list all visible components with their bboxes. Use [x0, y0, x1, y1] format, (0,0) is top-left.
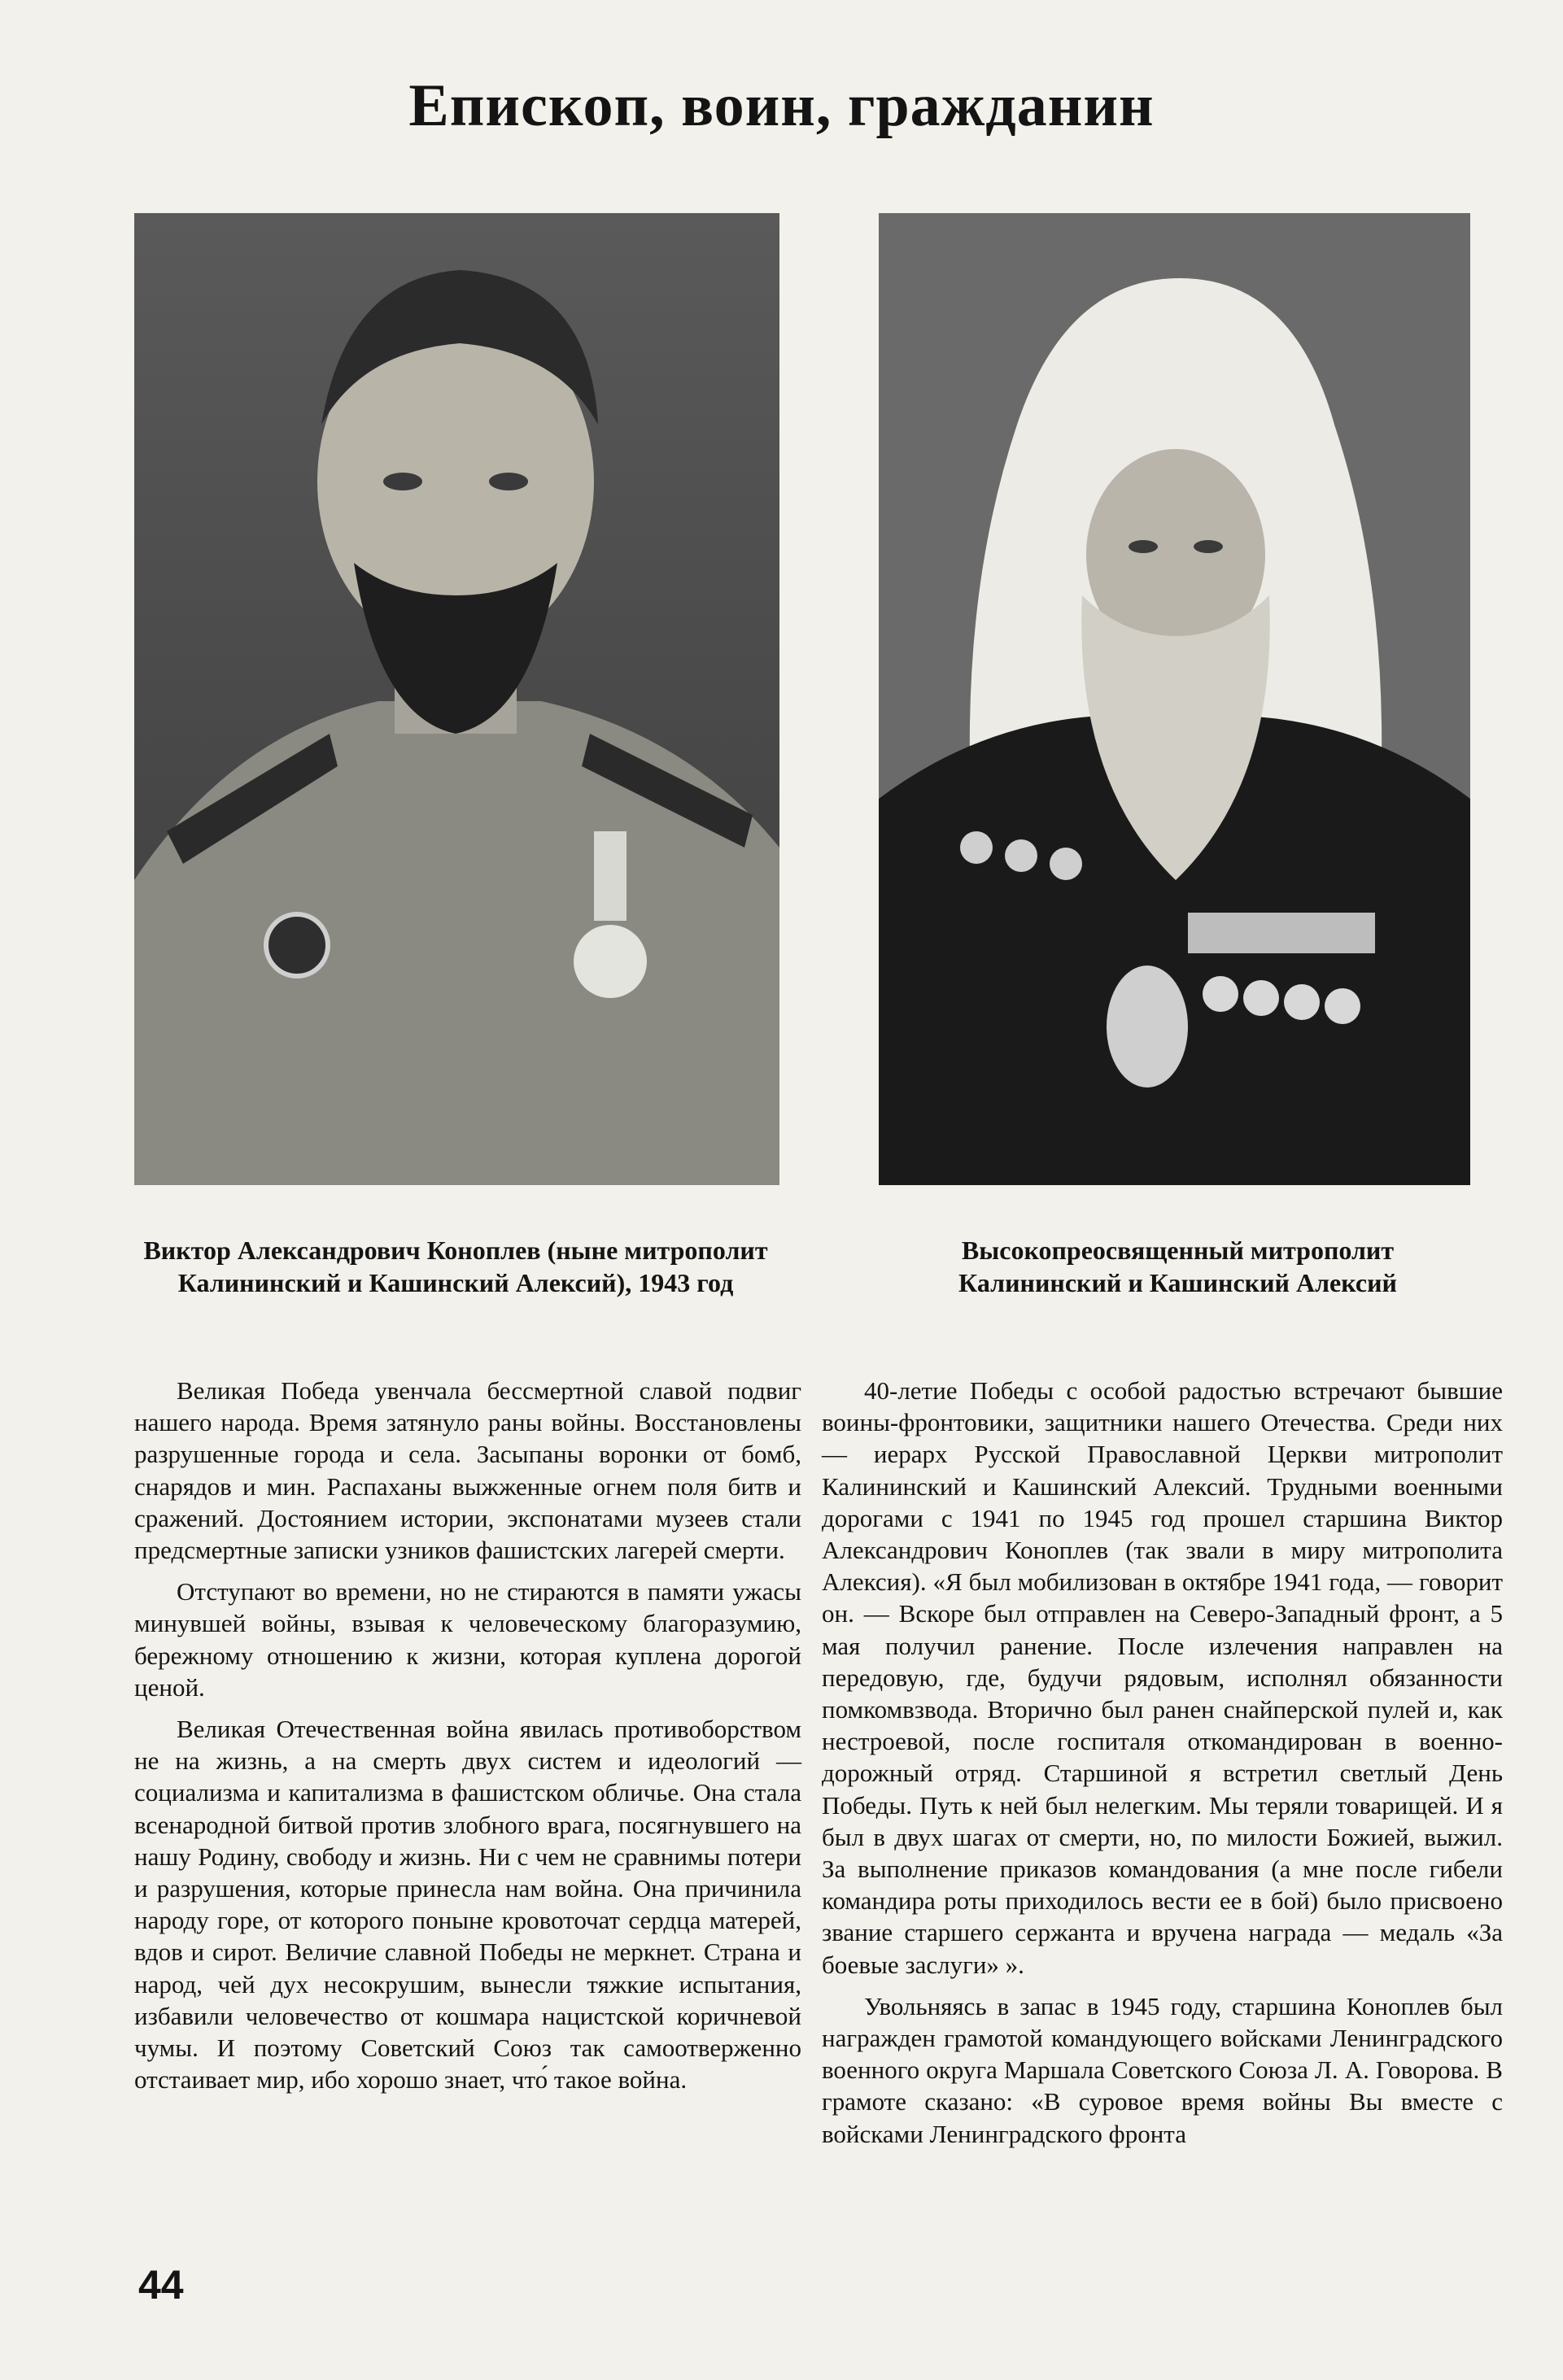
- paragraph: Увольняясь в запас в 1945 году, старшина Коноплев был награжден грамотой командующего войсками Ленинградского военного округа Маршала Советского Союза Л. А. Говорова. В грамоте сказано: «В суровое время войны Вы вместе с войсками Ленинградского фронта: [822, 1991, 1503, 2148]
- portrait-metropolitan-icon: [879, 213, 1470, 1185]
- caption-left: Виктор Александрович Коноплев (ныне митрополит Калининский и Кашинский Алексий), 1943 год: [143, 1236, 768, 1297]
- article-title: Епископ, воин, гражданин: [408, 72, 1155, 139]
- paragraph: Отступают во времени, но не стираются в памяти ужасы минувшей войны, взывая к человеческому благоразумию, бережному отношению к жизни, которая куплена дорогой ценой.: [134, 1577, 801, 1702]
- paragraph: Великая Победа увенчала бессмертной славой подвиг нашего народа. Время затянуло раны войны. Восстановлены разрушенные города и села. Засыпаны воронки от бомб, снарядов и мин. Распаханы выжженные огнем поля битв и сражений. Достоянием истории, экспонатами музеев стали предсмертные записки узников фашистских лагерей смерти.: [134, 1376, 801, 1565]
- caption-right: Высокопреосвященный митрополит Калининский и Кашинский Алексий: [958, 1236, 1397, 1297]
- paragraph: Великая Отечественная война явилась противоборством не на жизнь, а на смерть двух систем и идеологий — социализма и капитализма в фашистском обличье. Она стала всенародной битвой против злобного врага, посягнувшего на нашу Родину, свободу и жизнь. Ни с чем не сравнимы потери и разрушения, которые принесла нам война. Она причинила народу горе, от которого поныне кровоточат сердца матерей, вдов и сирот. Величие славной Победы не меркнет. Страна и народ, чей дух несокрушим, вынесли тяжкие испытания, избавили человечество от кошмара нацистской коричневой чумы. И поэтому Советский Союз так самоотверженно отстаивает мир, ибо хорошо знает, что́ такое война.: [134, 1715, 801, 2094]
- right-column: [822, 1375, 1503, 2160]
- page-number: 44: [138, 2262, 184, 2308]
- portrait-soldier-icon: [134, 213, 779, 1185]
- paragraph: 40-летие Победы с особой радостью встречают бывшие воины-фронтовики, защитники нашего Отечества. Среди них — иерарх Русской Православной Церкви митрополит Калининский и Кашинский Алексий. Трудными военными дорогами с 1941 по 1945 год прошел старшина Виктор Александрович Коноплев (так звали в миру митрополита Алексия). «Я был мобилизован в октябре 1941 года, — говорит он. — Вскоре был отправлен на Северо-Западный фронт, а 5 мая получил ранение. После излечения направлен на передовую, где, будучи рядовым, исполнял обязанности помкомвзвода. Вторично был ранен снайперской пулей и, как нестроевой, после госпиталя откомандирован в военно-дорожный отряд. Старшиной я встретил светлый День Победы. Путь к ней был нелегким. Мы теряли товарищей. И я был в двух шагах от смерти, но, по милости Божией, выжил. За выполнение приказов командования (а мне после гибели командира роты приходилось вести ее в бой) было присвоено звание старшего сержанта и вручена награда — медаль «За боевые заслуги» ».: [822, 1376, 1503, 1979]
- left-column: [134, 1375, 801, 2105]
- portrait-photo-soldier: [134, 213, 779, 1185]
- portrait-photo-metropolitan: [879, 213, 1470, 1185]
